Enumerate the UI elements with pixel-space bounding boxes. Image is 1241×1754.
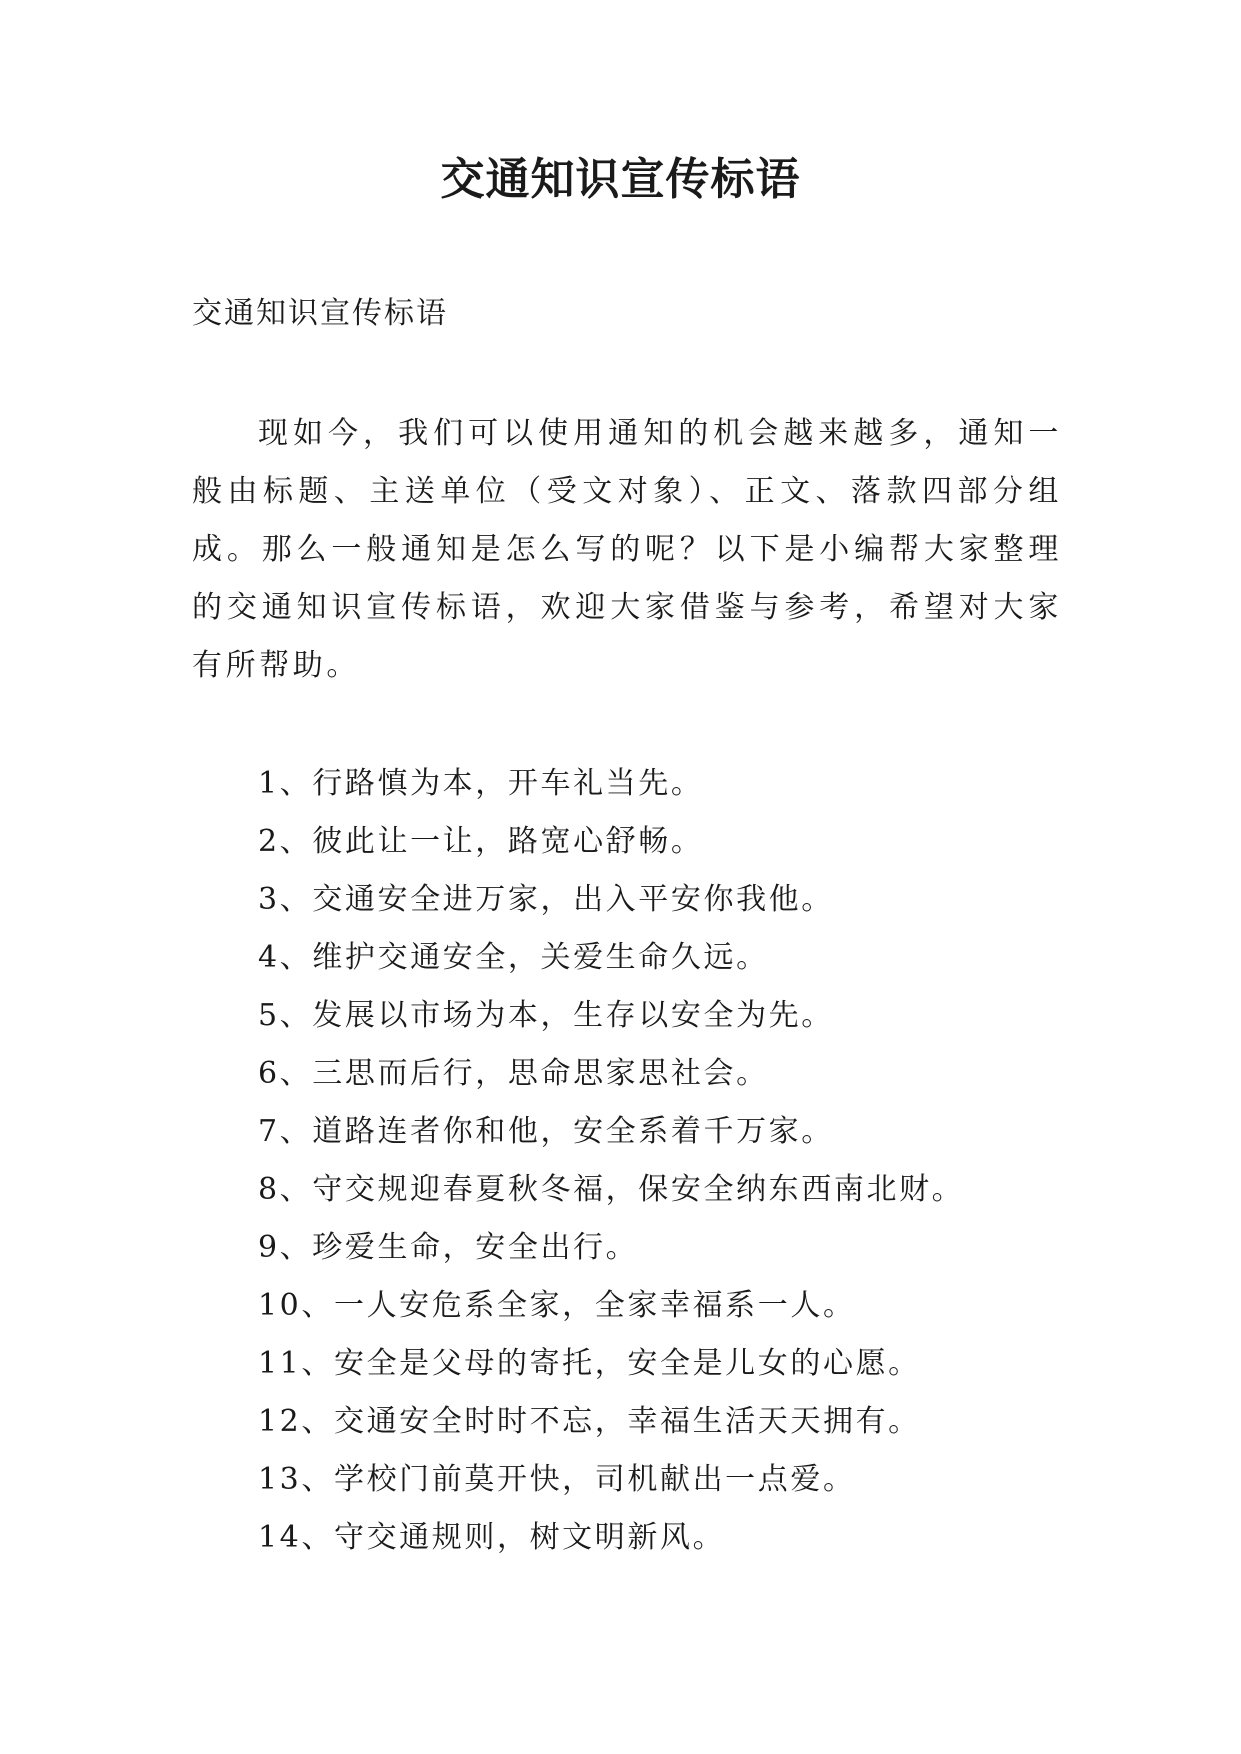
slogan-item: 10、一人安危系全家，全家幸福系一人。 <box>258 1288 856 1323</box>
slogan-item: 13、学校门前莫开快，司机献出一点爱。 <box>258 1462 856 1497</box>
slogan-item: 11、安全是父母的寄托，安全是儿女的心愿。 <box>258 1346 921 1381</box>
slogan-item: 3、交通安全进万家，出入平安你我他。 <box>258 882 834 917</box>
slogan-item: 8、守交规迎春夏秋冬福，保安全纳东西南北财。 <box>258 1172 965 1207</box>
slogan-item: 5、发展以市场为本，生存以安全为先。 <box>258 998 834 1033</box>
slogan-item: 4、维护交通安全，关爱生命久远。 <box>258 940 769 975</box>
document-subtitle: 交通知识宣传标语 <box>192 296 448 331</box>
slogan-item: 2、彼此让一让，路宽心舒畅。 <box>258 824 704 859</box>
slogan-list <box>258 755 964 1567</box>
slogan-item: 6、三思而后行，思命思家思社会。 <box>258 1056 769 1091</box>
slogan-item: 12、交通安全时时不忘，幸福生活天天拥有。 <box>258 1404 921 1439</box>
intro-paragraph: 现如今，我们可以使用通知的机会越来越多，通知一般由标题、主送单位（受文对象）、正文、落款四部分组成。那么一般通知是怎么写的呢？以下是小编帮大家整理的交通知识宣传标语，欢迎大家借鉴与参考，希望对大家有所帮助。 <box>192 416 1062 683</box>
slogan-item: 14、守交通规则，树文明新风。 <box>258 1520 726 1555</box>
slogan-item: 9、珍爱生命，安全出行。 <box>258 1230 639 1265</box>
document-title: 交通知识宣传标语 <box>440 154 801 205</box>
slogan-item: 1、行路慎为本，开车礼当先。 <box>258 766 704 801</box>
slogan-item: 7、道路连者你和他，安全系着千万家。 <box>258 1114 834 1149</box>
